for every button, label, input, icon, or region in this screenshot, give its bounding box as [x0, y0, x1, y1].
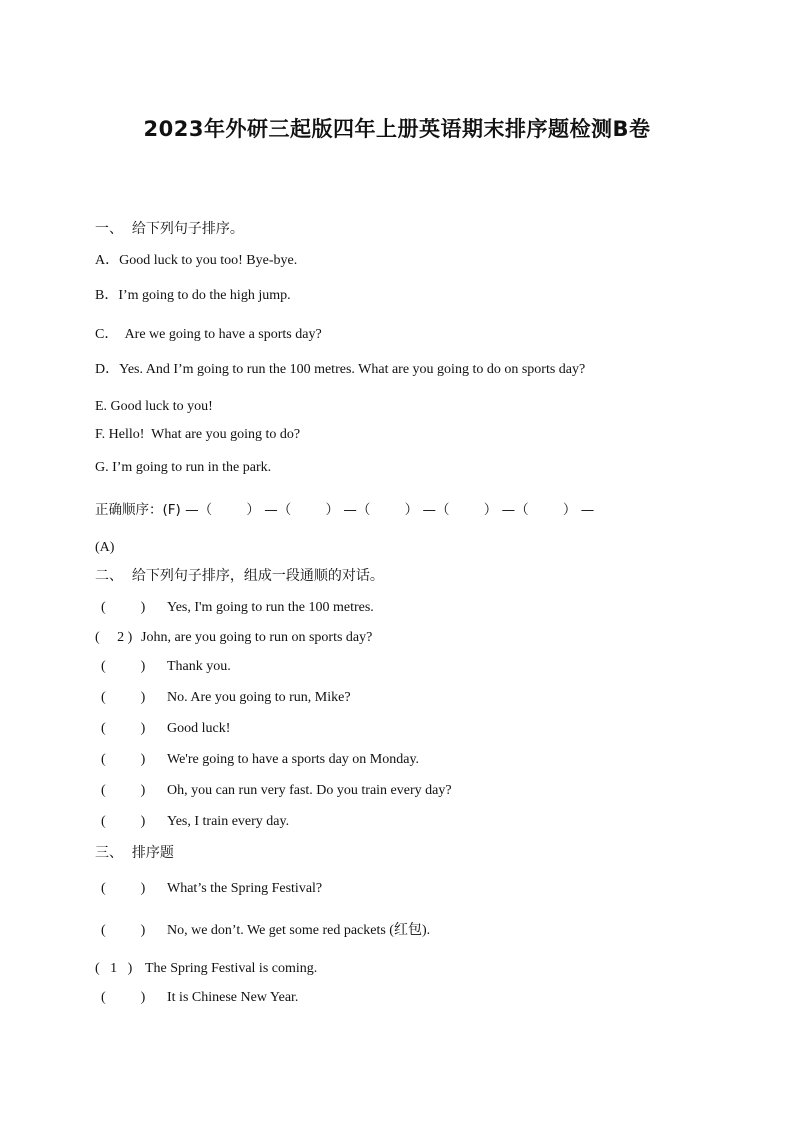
- dialogue-line: Oh, you can run very fast. Do you train every day?: [167, 783, 452, 798]
- dialogue-line: Yes, I'm going to run the 100 metres.: [167, 600, 374, 615]
- section1-item-e: E. Good luck to you!: [95, 399, 213, 414]
- answer-blank[interactable]: ( ): [101, 659, 146, 674]
- section1-order-end: (A): [95, 540, 115, 555]
- answer-blank[interactable]: ( 1 ): [95, 961, 133, 976]
- dialogue-line: The Spring Festival is coming.: [145, 961, 318, 976]
- answer-blank[interactable]: ( ): [101, 990, 146, 1005]
- section1-item-a: A．Good luck to you too! Bye-bye.: [95, 253, 298, 268]
- dialogue-line: Thank you.: [167, 659, 231, 674]
- section1-item-b: B．I’m going to do the high jump.: [95, 288, 291, 303]
- section1-order-label: 正确顺序：(F) —（ ） —（ ） —（ ） —（ ） —（ ） —: [95, 502, 595, 518]
- dialogue-line: It is Chinese New Year.: [167, 990, 299, 1005]
- section1-item-g: G. I’m going to run in the park.: [95, 460, 272, 475]
- dialogue-line: We're going to have a sports day on Monday.: [167, 752, 420, 767]
- section1-item-c: C． Are we going to have a sports day?: [95, 327, 322, 342]
- section2-heading: 二、 给下列句子排序，组成一段通顺的对话。: [95, 568, 384, 584]
- dialogue-line: No. Are you going to run, Mike?: [167, 690, 351, 705]
- dialogue-line: Yes, I train every day.: [167, 814, 290, 829]
- dialogue-line: What’s the Spring Festival?: [167, 881, 323, 896]
- answer-blank[interactable]: ( ): [101, 881, 146, 896]
- section1-heading: 一、 给下列句子排序。: [95, 221, 244, 237]
- section1-item-d: D．Yes. And I’m going to run the 100 metres. What are you going to do on sports day?: [95, 362, 586, 377]
- section1-item-f: F. Hello! What are you going to do?: [95, 427, 301, 442]
- page-title: 2023年外研三起版四年上册英语期末排序题检测B卷: [143, 117, 651, 141]
- answer-blank[interactable]: ( ): [101, 690, 146, 705]
- answer-blank[interactable]: ( ): [101, 600, 146, 615]
- dialogue-line: Good luck!: [167, 721, 231, 736]
- answer-blank[interactable]: ( ): [101, 752, 146, 767]
- answer-blank[interactable]: ( ): [101, 783, 146, 798]
- answer-blank[interactable]: ( ): [101, 923, 146, 938]
- dialogue-line: John, are you going to run on sports day?: [141, 630, 373, 645]
- dialogue-line: No, we don’t. We get some red packets (红包).: [167, 923, 431, 938]
- answer-blank[interactable]: ( ): [101, 814, 146, 829]
- section3-heading: 三、 排序题: [95, 845, 174, 861]
- answer-blank[interactable]: ( 2 ): [95, 630, 133, 645]
- answer-blank[interactable]: ( ): [101, 721, 146, 736]
